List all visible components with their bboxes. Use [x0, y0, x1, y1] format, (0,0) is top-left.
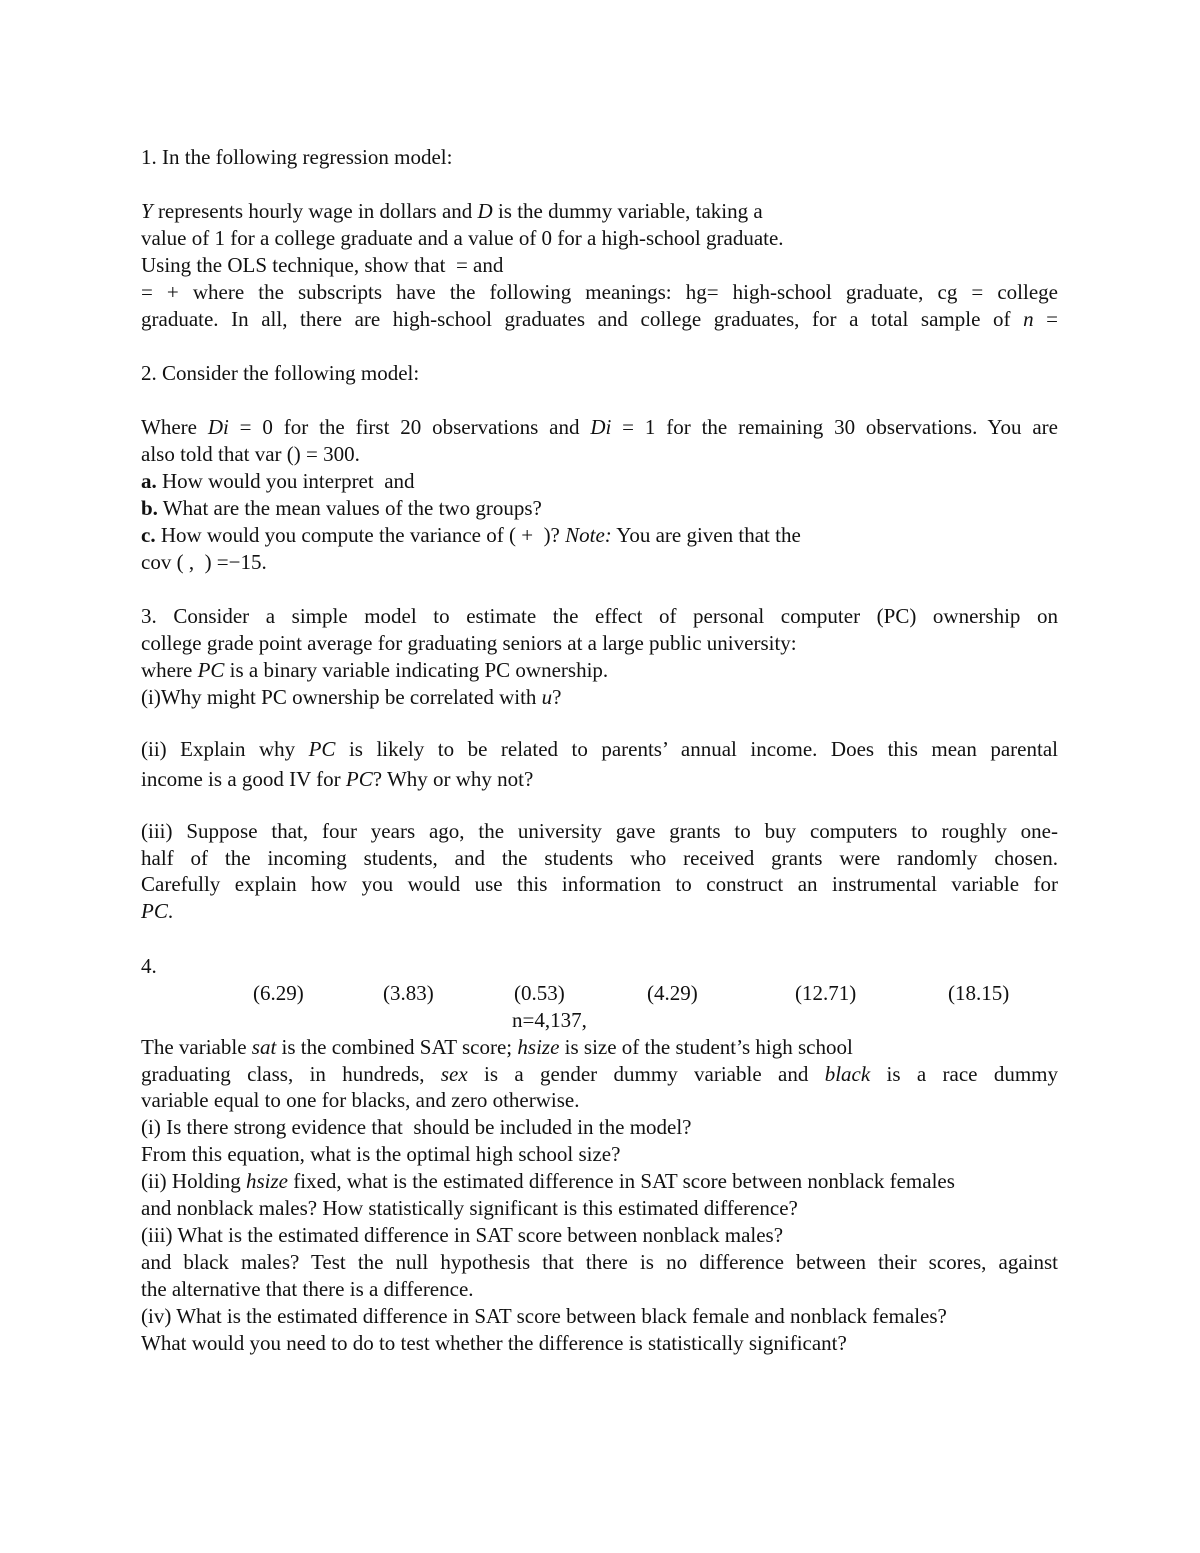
- q4-var-sex: sex: [440, 1062, 468, 1086]
- q3-part-iii-line-2: half of the incoming students, and the students who received grants were randomly chosen.: [141, 846, 1058, 870]
- q4-n-line: n=4,137,: [512, 1008, 587, 1032]
- q2-c-label: c.: [141, 523, 156, 547]
- q2-a-label: a.: [141, 469, 157, 493]
- q3-iii-4b: .: [167, 899, 174, 923]
- q1-heading: 1. In the following regression model:: [141, 145, 453, 169]
- q3-i-a: (i)Why might PC ownership be correlated with: [141, 685, 542, 709]
- q2-l1-b: = 0 for the first 20 observations and: [228, 415, 591, 439]
- q3-ii-2a: income is a good IV for: [141, 767, 346, 791]
- q3-var-pc: PC: [197, 658, 225, 682]
- q4-part-iv-line-1: (iv) What is the estimated difference in SAT score between black female and nonblack females?: [141, 1304, 947, 1328]
- q3-line-3: [141, 657, 608, 684]
- q3-iii-var-pc: PC: [141, 899, 168, 923]
- q2-l1-c: = 1 for the remaining 30 observations. You are: [611, 415, 1058, 439]
- q4-part-i-line-1: (i) Is there strong evidence that should be included in the model?: [141, 1115, 692, 1139]
- q1-line-3: Using the OLS technique, show that = and: [141, 253, 504, 277]
- q2-l1-a: Where: [141, 415, 208, 439]
- q2-a-text: How would you interpret and: [156, 469, 415, 493]
- q4-l1-a: The variable: [141, 1035, 252, 1059]
- q3-part-ii-line-1: [141, 736, 1058, 763]
- q3-part-iii-line-3: Carefully explain how you would use this information to construct an instrumental variable for: [141, 872, 1058, 896]
- q4-heading: 4.: [141, 954, 157, 978]
- q2-c-text-2: You are given that the: [611, 523, 801, 547]
- q4-ii-var-hsize: hsize: [246, 1169, 288, 1193]
- q3-var-u: u: [541, 685, 553, 709]
- q1-l1-b: is the dummy variable, taking a: [492, 199, 763, 223]
- q1-line-4: = + where the subscripts have the following meanings: hg= high-school graduate, cg = college: [141, 280, 1058, 304]
- q2-c-text: How would you compute the variance of ( + )?: [155, 523, 566, 547]
- q4-part-ii-line-1: [141, 1168, 955, 1195]
- q4-std-error-3: (0.53): [514, 981, 565, 1005]
- q3-i-b: ?: [552, 685, 562, 709]
- q4-line-1: [141, 1034, 853, 1061]
- q4-l1-b: is the combined SAT score;: [276, 1035, 518, 1059]
- q3-ii-var-pc-2: PC: [345, 767, 373, 791]
- q4-part-iii-line-1: (iii) What is the estimated difference in SAT score between nonblack males?: [141, 1223, 784, 1247]
- q3-ii-var-pc: PC: [308, 737, 336, 761]
- q2-var-di-2: Di: [590, 415, 612, 439]
- q2-part-b: [141, 495, 542, 522]
- q4-std-error-2: (3.83): [383, 981, 434, 1005]
- q3-ii-1b: is likely to be related to parents’ annual income. Does this mean parental: [335, 737, 1058, 761]
- q1-line-5: [141, 306, 1058, 333]
- q4-var-black: black: [824, 1062, 871, 1086]
- q3-part-iii-line-4: [141, 898, 173, 925]
- q4-part-iv-line-2: What would you need to do to test whether the difference is statistically significant?: [141, 1331, 847, 1355]
- q4-l1-c: is size of the student’s high school: [559, 1035, 853, 1059]
- q4-l2-a: graduating class, in hundreds,: [141, 1062, 441, 1086]
- q2-cov-line: cov ( , ) =−15.: [141, 550, 267, 574]
- q3-l3-b: is a binary variable indicating PC ownership.: [224, 658, 609, 682]
- q4-part-ii-line-2: and nonblack males? How statistically significant is this estimated difference?: [141, 1196, 798, 1220]
- q2-part-c: [141, 522, 801, 549]
- q4-std-error-4: (4.29): [647, 981, 698, 1005]
- q2-c-note: Note:: [565, 523, 612, 547]
- q3-part-iii-line-1: (iii) Suppose that, four years ago, the university gave grants to buy computers to roughly one-: [141, 819, 1058, 843]
- q3-line-2: college grade point average for graduating seniors at a large public university:: [141, 631, 797, 655]
- q3-part-i: [141, 684, 562, 711]
- q1-l5-b: =: [1033, 307, 1058, 331]
- q3-ii-1a: (ii) Explain why: [141, 737, 309, 761]
- q4-line-2: [141, 1061, 1058, 1088]
- q1-l1-a: represents hourly wage in dollars and: [152, 199, 478, 223]
- q4-line-3: variable equal to one for blacks, and zero otherwise.: [141, 1088, 580, 1112]
- q4-l2-c: is a race dummy: [870, 1062, 1059, 1086]
- q2-line-1: [141, 414, 1058, 441]
- q4-var-hsize: hsize: [517, 1035, 560, 1059]
- q1-var-n: n: [1023, 307, 1034, 331]
- q2-heading: 2. Consider the following model:: [141, 361, 420, 385]
- q4-ii-1b: fixed, what is the estimated difference in SAT score between nonblack females: [288, 1169, 955, 1193]
- q4-part-i-line-2: From this equation, what is the optimal high school size?: [141, 1142, 621, 1166]
- q3-l3-a: where: [141, 658, 198, 682]
- q1-line-2: value of 1 for a college graduate and a value of 0 for a high-school graduate.: [141, 226, 784, 250]
- q1-var-d: D: [477, 199, 493, 223]
- q4-ii-1a: (ii) Holding: [141, 1169, 246, 1193]
- q2-b-label: b.: [141, 496, 158, 520]
- q1-line-1: [141, 198, 763, 225]
- q2-line-2: also told that var () = 300.: [141, 442, 360, 466]
- q3-ii-2b: ? Why or why not?: [372, 767, 534, 791]
- q1-var-y: Y: [141, 199, 153, 223]
- q4-l2-b: is a gender dummy variable and: [467, 1062, 825, 1086]
- q4-std-error-1: (6.29): [253, 981, 304, 1005]
- q4-part-iii-line-3: the alternative that there is a difference.: [141, 1277, 474, 1301]
- q2-part-a: [141, 468, 415, 495]
- q4-var-sat: sat: [251, 1035, 277, 1059]
- q4-part-iii-line-2: and black males? Test the null hypothesis that there is no difference between their scores, against: [141, 1250, 1058, 1274]
- q1-l5-a: graduate. In all, there are high-school graduates and college graduates, for a total sample of: [141, 307, 1024, 331]
- q3-line-1: 3. Consider a simple model to estimate the effect of personal computer (PC) ownership on: [141, 604, 1058, 628]
- q3-part-ii-line-2: [141, 766, 533, 793]
- q2-b-text: What are the mean values of the two groups?: [157, 496, 542, 520]
- q4-std-error-6: (18.15): [948, 981, 1010, 1005]
- q2-var-di-1: Di: [207, 415, 229, 439]
- q4-std-error-5: (12.71): [795, 981, 857, 1005]
